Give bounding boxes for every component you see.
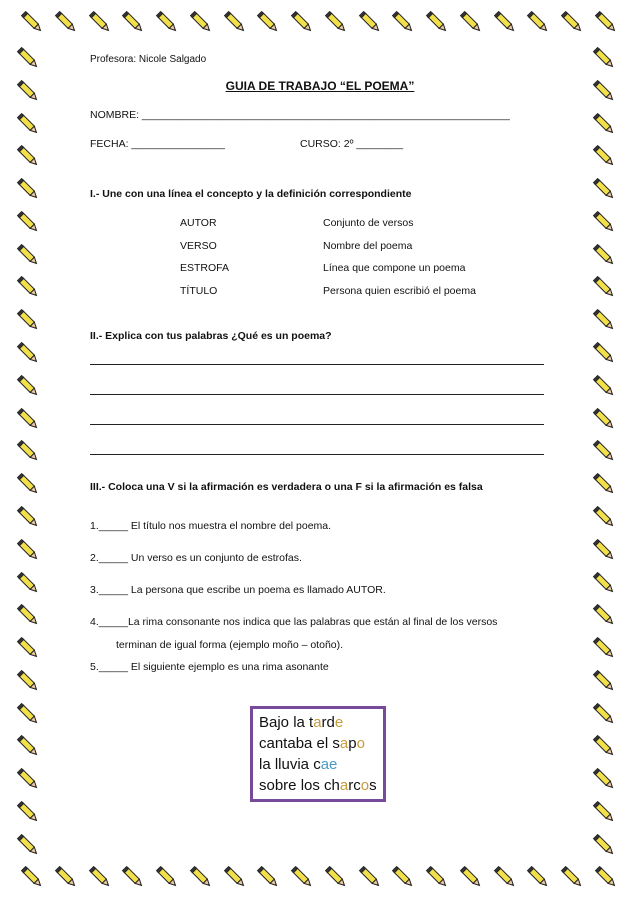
pencil-icon — [590, 536, 618, 564]
definition-item: Nombre del poema — [323, 240, 413, 252]
answer-line[interactable] — [90, 454, 544, 455]
concept-item: VERSO — [180, 240, 217, 252]
pencil-icon — [14, 142, 42, 170]
nombre-field[interactable]: NOMBRE: _______________________________________________________________ — [90, 109, 510, 121]
pencil-icon — [590, 831, 618, 859]
poem-line-2: cantaba el sapo — [259, 735, 365, 752]
pencil-icon — [590, 110, 618, 138]
pencil-icon — [590, 437, 618, 465]
pencil-icon — [592, 8, 620, 36]
poem-line-3: la lluvia cae — [259, 756, 338, 773]
pencil-icon — [590, 732, 618, 760]
pencil-icon — [590, 339, 618, 367]
pencil-icon — [14, 601, 42, 629]
pencil-icon — [590, 208, 618, 236]
fecha-field[interactable]: FECHA: ________________ — [90, 138, 225, 150]
pencil-icon — [14, 765, 42, 793]
pencil-icon — [590, 634, 618, 662]
pencil-icon — [590, 372, 618, 400]
concept-item: ESTROFA — [180, 262, 230, 274]
pencil-icon — [14, 503, 42, 531]
pencil-icon — [52, 8, 80, 36]
concept-item: TÍTULO — [180, 285, 218, 297]
pencil-icon — [590, 405, 618, 433]
pencil-icon — [18, 8, 46, 36]
concept-item: AUTOR — [180, 217, 217, 229]
pencil-icon — [14, 536, 42, 564]
pencil-icon — [14, 339, 42, 367]
poem-line-1: Bajo la tarde — [259, 714, 344, 731]
page-title: GUIA DE TRABAJO “EL POEMA” — [225, 79, 415, 93]
pencil-icon — [14, 273, 42, 301]
pencil-icon — [590, 798, 618, 826]
definition-item: Conjunto de versos — [323, 217, 414, 229]
pencil-icon — [590, 503, 618, 531]
section2-heading: II.- Explica con tus palabras ¿Qué es un poema? — [90, 330, 332, 342]
teacher-name: Profesora: Nicole Salgado — [90, 54, 207, 65]
pencil-icon — [14, 470, 42, 498]
statement-item[interactable]: 2._____ Un verso es un conjunto de estrofas. — [90, 552, 302, 564]
pencil-icon — [14, 175, 42, 203]
pencil-icon — [558, 8, 586, 36]
pencil-icon — [14, 241, 42, 269]
pencil-icon — [590, 569, 618, 597]
worksheet — [90, 0, 550, 903]
pencil-icon — [14, 372, 42, 400]
pencil-icon — [590, 142, 618, 170]
poem-line-4: sobre los charcos — [259, 777, 377, 794]
pencil-icon — [590, 273, 618, 301]
pencil-border-left — [14, 44, 48, 859]
statement-item[interactable]: 3._____ La persona que escribe un poema es llamado AUTOR. — [90, 584, 386, 596]
statement-continuation: terminan de igual forma (ejemplo moño – otoño). — [116, 639, 344, 651]
pencil-icon — [590, 306, 618, 334]
pencil-icon — [14, 77, 42, 105]
pencil-icon — [14, 831, 42, 859]
statement-item[interactable]: 5._____ El siguiente ejemplo es una rima asonante — [90, 661, 329, 673]
pencil-icon — [590, 44, 618, 72]
pencil-icon — [18, 863, 46, 891]
pencil-icon — [590, 601, 618, 629]
pencil-icon — [14, 437, 42, 465]
pencil-icon — [590, 765, 618, 793]
pencil-icon — [558, 863, 586, 891]
pencil-border-right — [590, 44, 624, 859]
pencil-icon — [590, 77, 618, 105]
pencil-icon — [590, 700, 618, 728]
pencil-icon — [52, 863, 80, 891]
pencil-icon — [14, 667, 42, 695]
definition-item: Línea que compone un poema — [323, 262, 466, 274]
answer-line[interactable] — [90, 364, 544, 365]
statement-item[interactable]: 1._____ El título nos muestra el nombre del poema. — [90, 520, 332, 532]
definition-item: Persona quien escribió el poema — [323, 285, 476, 297]
pencil-icon — [590, 175, 618, 203]
pencil-icon — [590, 667, 618, 695]
pencil-icon — [14, 208, 42, 236]
section1-heading: I.- Une con una línea el concepto y la definición correspondiente — [90, 188, 412, 200]
answer-line[interactable] — [90, 394, 544, 395]
pencil-icon — [14, 798, 42, 826]
section3-heading: III.- Coloca una V si la afirmación es verdadera o una F si la afirmación es falsa — [90, 481, 483, 493]
pencil-icon — [14, 634, 42, 662]
pencil-icon — [14, 44, 42, 72]
pencil-icon — [14, 700, 42, 728]
poem-example-box — [250, 706, 386, 802]
pencil-icon — [590, 241, 618, 269]
pencil-icon — [14, 732, 42, 760]
pencil-icon — [590, 470, 618, 498]
pencil-icon — [14, 110, 42, 138]
pencil-icon — [592, 863, 620, 891]
statement-item[interactable]: 4._____La rima consonante nos indica que las palabras que están al final de los versos — [90, 616, 498, 628]
answer-line[interactable] — [90, 424, 544, 425]
pencil-icon — [14, 306, 42, 334]
curso-field[interactable]: CURSO: 2º ________ — [300, 138, 404, 150]
pencil-icon — [14, 569, 42, 597]
pencil-icon — [14, 405, 42, 433]
